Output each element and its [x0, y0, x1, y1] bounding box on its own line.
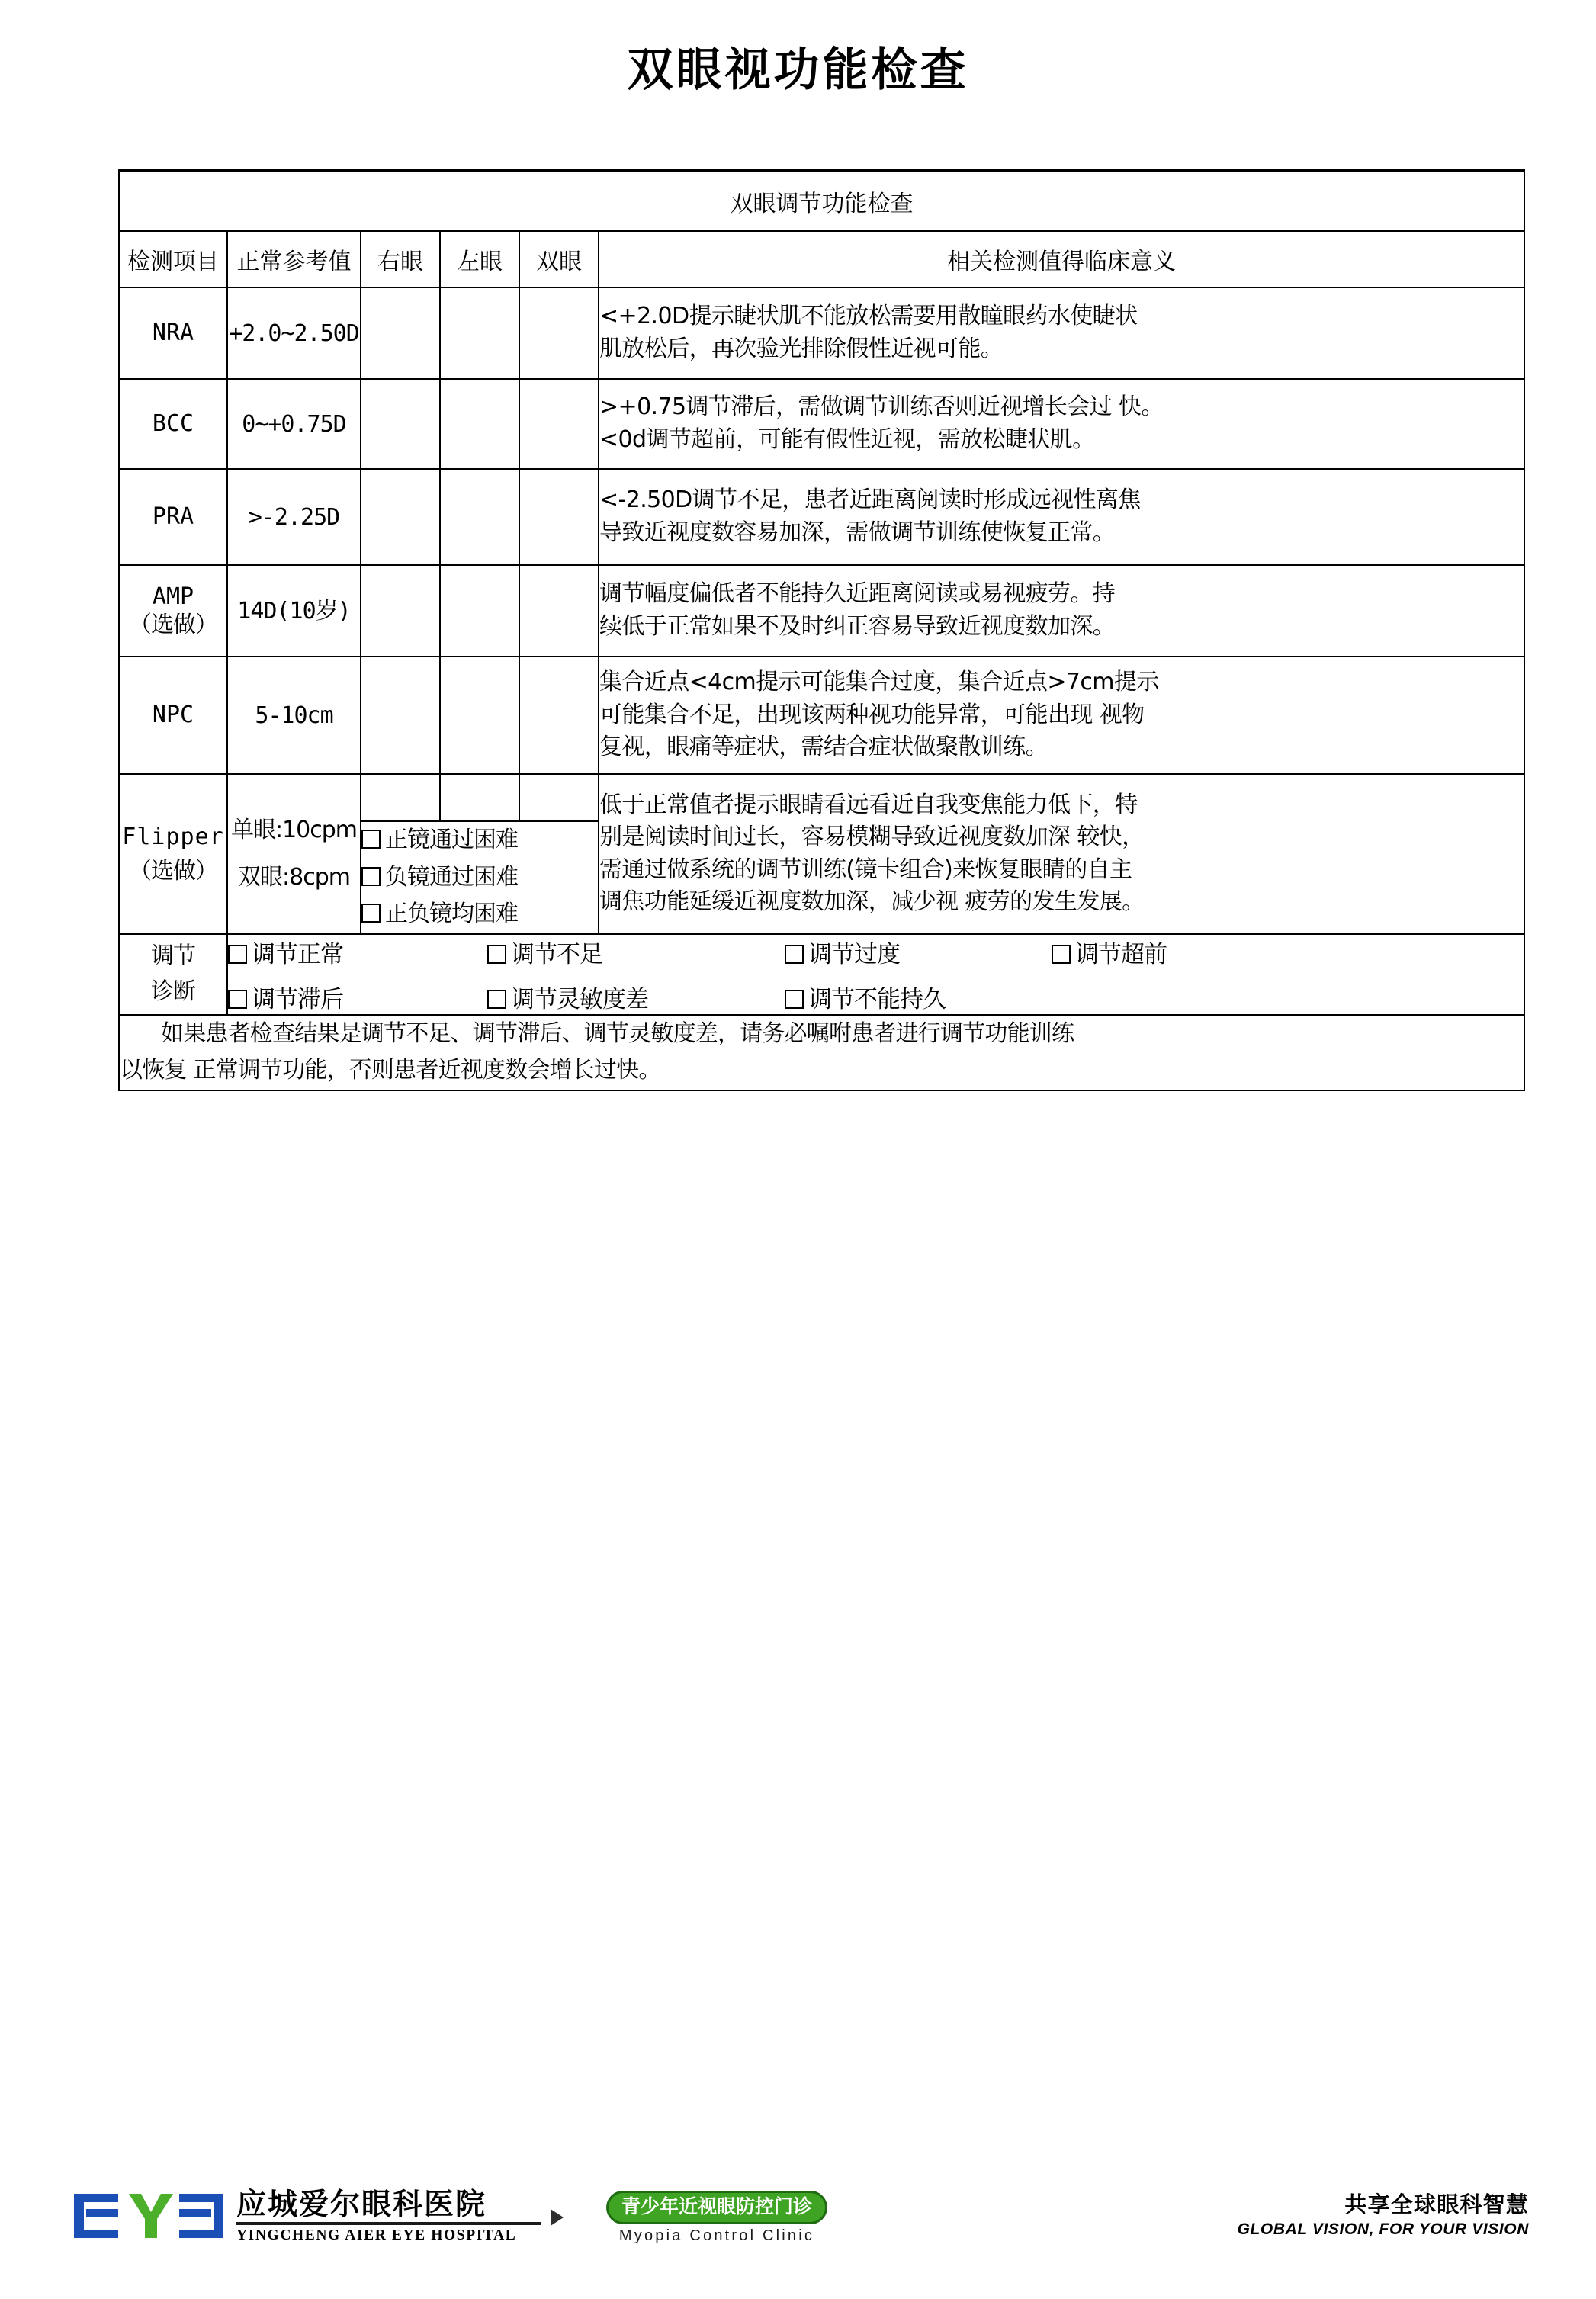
clinic-badge-block — [587, 2191, 846, 2245]
diagnosis-option-lag[interactable] — [228, 980, 487, 1014]
meaning-line: 别是阅读时间过长，容易模糊导致近视度数加深 较快， — [599, 824, 1145, 851]
row-od-amp[interactable] — [361, 565, 440, 657]
diagnosis-option-fatigue[interactable] — [785, 980, 1052, 1014]
header-ou: 双眼 — [519, 231, 599, 287]
row-item-amp — [119, 565, 227, 657]
checkbox-icon[interactable] — [1052, 945, 1071, 964]
row-item-pra: PRA — [119, 469, 227, 565]
row-ou-flipper[interactable] — [519, 774, 599, 821]
note-line-1: 如果患者检查结果是调节不足、调节滞后、调节灵敏度差，请务必嘱咐患者进行调节功能训练 — [161, 1019, 1074, 1047]
diagnosis-options-row-1 — [228, 935, 1524, 969]
slogan-block — [1238, 2191, 1529, 2239]
row-item-flipper — [119, 774, 227, 934]
accommodation-exam-table — [118, 169, 1525, 1091]
page-title: 双眼视功能检查 — [627, 43, 969, 97]
table-row-bcc — [119, 379, 1524, 469]
diagnosis-option-label: 调节正常 — [252, 940, 343, 968]
row-os-npc[interactable] — [440, 657, 519, 774]
row-reference-amp: 14D(10岁) — [227, 565, 361, 657]
row-ou-pra[interactable] — [519, 469, 599, 565]
row-item-amp-note: （选做） — [129, 612, 217, 638]
diagnosis-option-label: 调节不能持久 — [808, 985, 946, 1013]
note-line-2: 以恢复 正常调节功能，否则患者近视度数会增长过快。 — [120, 1057, 661, 1084]
clinic-name-en: Myopia Control Clinic — [618, 2227, 815, 2244]
meaning-line: >+0.75调节滞后，需做调节训练否则近视增长会过 快。 — [599, 393, 1164, 421]
slogan-en: GLOBAL VISION, FOR YOUR VISION — [1237, 2220, 1529, 2239]
flipper-option-plus[interactable] — [361, 822, 598, 859]
table-caption-row — [119, 171, 1524, 231]
flipper-option-both[interactable] — [361, 896, 598, 933]
diagnosis-option-label: 调节过度 — [808, 940, 900, 968]
row-meaning-pra — [599, 469, 1524, 565]
table-header-row — [119, 231, 1524, 287]
diagnosis-label — [119, 934, 227, 1015]
row-item-flipper-code: Flipper — [122, 823, 224, 850]
row-ou-amp[interactable] — [519, 565, 599, 657]
row-item-nra: NRA — [119, 287, 227, 379]
checkbox-icon[interactable] — [785, 945, 804, 964]
row-os-bcc[interactable] — [440, 379, 519, 469]
row-item-bcc: BCC — [119, 379, 227, 469]
row-od-nra[interactable] — [361, 287, 440, 379]
diagnosis-option-insufficiency[interactable] — [487, 935, 785, 969]
diagnosis-option-normal[interactable] — [228, 935, 487, 969]
flipper-option-label: 正负镜均困难 — [385, 901, 518, 928]
eye-logo-icon — [72, 2192, 225, 2240]
flipper-option-minus[interactable] — [361, 859, 598, 897]
hospital-name-en: YINGCHENG AIER EYE HOSPITAL — [236, 2227, 517, 2244]
row-meaning-npc — [599, 657, 1524, 774]
checkbox-icon[interactable] — [228, 945, 247, 964]
table-row-amp — [119, 565, 1524, 657]
meaning-line: 可能集合不足，出现该两种视功能异常，可能出现 视物 — [599, 701, 1145, 728]
table-row-note — [119, 1015, 1524, 1090]
header-item: 检测项目 — [119, 231, 227, 287]
row-od-bcc[interactable] — [361, 379, 440, 469]
hospital-name-cn: 应城爱尔眼科医院 — [236, 2189, 541, 2225]
table-row-nra — [119, 287, 1524, 379]
diagnosis-option-label: 调节超前 — [1075, 940, 1167, 968]
row-os-amp[interactable] — [440, 565, 519, 657]
hospital-name-block — [236, 2189, 541, 2244]
row-od-pra[interactable] — [361, 469, 440, 565]
checkbox-icon[interactable] — [361, 904, 381, 923]
header-od: 右眼 — [361, 231, 440, 287]
checkbox-icon[interactable] — [785, 990, 804, 1009]
page-footer — [0, 2188, 1596, 2291]
row-ou-bcc[interactable] — [519, 379, 599, 469]
slogan-cn: 共享全球眼科智慧 — [1344, 2191, 1529, 2217]
row-od-npc[interactable] — [361, 657, 440, 774]
meaning-line: 复视，眼痛等症状，需结合症状做聚散训练。 — [599, 734, 1048, 761]
row-item-amp-code: AMP — [152, 583, 194, 610]
row-reference-flipper — [227, 774, 361, 934]
row-od-flipper[interactable] — [361, 774, 440, 821]
row-meaning-flipper — [599, 774, 1524, 934]
row-reference-pra: >-2.25D — [227, 469, 361, 565]
clinic-name-cn: 青少年近视眼防控门诊 — [606, 2191, 827, 2224]
flipper-option-label: 负镜通过困难 — [385, 863, 518, 891]
diagnosis-option-excess[interactable] — [785, 935, 1052, 969]
diagnosis-options-row-2 — [228, 980, 1524, 1014]
note-block — [119, 1015, 1524, 1090]
diagnosis-option-label: 调节滞后 — [252, 985, 343, 1013]
diagnosis-label-line1: 调节 — [151, 942, 195, 970]
row-meaning-nra — [599, 287, 1524, 379]
checkbox-icon[interactable] — [487, 990, 506, 1009]
flipper-ref-mono: 单眼:10cpm — [230, 817, 358, 844]
row-os-flipper[interactable] — [440, 774, 519, 821]
flipper-options-group — [361, 821, 599, 934]
meaning-line: 需通过做系统的调节训练(镜卡组合)来恢复眼睛的自主 — [599, 856, 1132, 883]
table-caption: 双眼调节功能检查 — [119, 171, 1524, 231]
meaning-line: 低于正常值者提示眼睛看远看近自我变焦能力低下，特 — [599, 791, 1138, 818]
checkbox-icon[interactable] — [487, 945, 506, 964]
flipper-ref-bino: 双眼:8cpm — [238, 863, 350, 891]
header-os: 左眼 — [440, 231, 519, 287]
row-meaning-bcc — [599, 379, 1524, 469]
table-row-flipper-top — [119, 774, 1524, 821]
meaning-line: <-2.50D调节不足，患者近距离阅读时形成远视性离焦 — [599, 486, 1141, 514]
row-item-flipper-note: （选做） — [129, 857, 217, 885]
row-item-npc: NPC — [119, 657, 227, 774]
row-ou-nra[interactable] — [519, 287, 599, 379]
flipper-option-label: 正镜通过困难 — [385, 827, 518, 853]
meaning-line: 集合近点<4cm提示可能集合过度，集合近点>7cm提示 — [599, 669, 1159, 696]
meaning-line: 续低于正常如果不及时纠正容易导致近视度数加深。 — [599, 613, 1116, 640]
row-os-nra[interactable] — [440, 287, 519, 379]
table-row-pra — [119, 469, 1524, 565]
checkbox-icon[interactable] — [361, 830, 381, 849]
meaning-line: 调节幅度偏低者不能持久近距离阅读或易视疲劳。持 — [599, 580, 1116, 608]
meaning-line: 肌放松后，再次验光排除假性近视可能。 — [599, 336, 1004, 362]
row-reference-bcc: 0~+0.75D — [227, 379, 361, 469]
checkbox-icon[interactable] — [228, 990, 247, 1009]
row-meaning-amp — [599, 565, 1524, 657]
meaning-line: 调焦功能延缓近视度数加深，减少视 疲劳的发生发展。 — [599, 888, 1145, 916]
header-reference: 正常参考值 — [227, 231, 361, 287]
table-row-diagnosis — [119, 934, 1524, 1015]
diagnosis-option-lead[interactable] — [1052, 935, 1167, 969]
row-os-pra[interactable] — [440, 469, 519, 565]
header-meaning: 相关检测值得临床意义 — [599, 231, 1524, 287]
row-ou-npc[interactable] — [519, 657, 599, 774]
diagnosis-option-label: 调节灵敏度差 — [511, 985, 648, 1013]
table-row-npc — [119, 657, 1524, 774]
exam-table-container — [118, 169, 1525, 1091]
diagnosis-label-line2: 诊断 — [151, 978, 195, 1005]
meaning-line: 导致近视度数容易加深，需做调节训练使恢复正常。 — [599, 519, 1116, 546]
arrow-right-icon — [551, 2209, 564, 2226]
checkbox-icon[interactable] — [361, 867, 381, 886]
diagnosis-option-infacility[interactable] — [487, 980, 785, 1014]
meaning-line: <0d调节超前，可能有假性近视，需放松睫状肌。 — [599, 426, 1095, 453]
row-reference-npc: 5-10cm — [227, 657, 361, 774]
meaning-line: <+2.0D提示睫状肌不能放松需要用散瞳眼药水使睫状 — [599, 303, 1138, 330]
diagnosis-options-group — [227, 934, 1524, 1015]
diagnosis-option-label: 调节不足 — [511, 940, 602, 968]
row-reference-nra: +2.0~2.50D — [227, 287, 361, 379]
